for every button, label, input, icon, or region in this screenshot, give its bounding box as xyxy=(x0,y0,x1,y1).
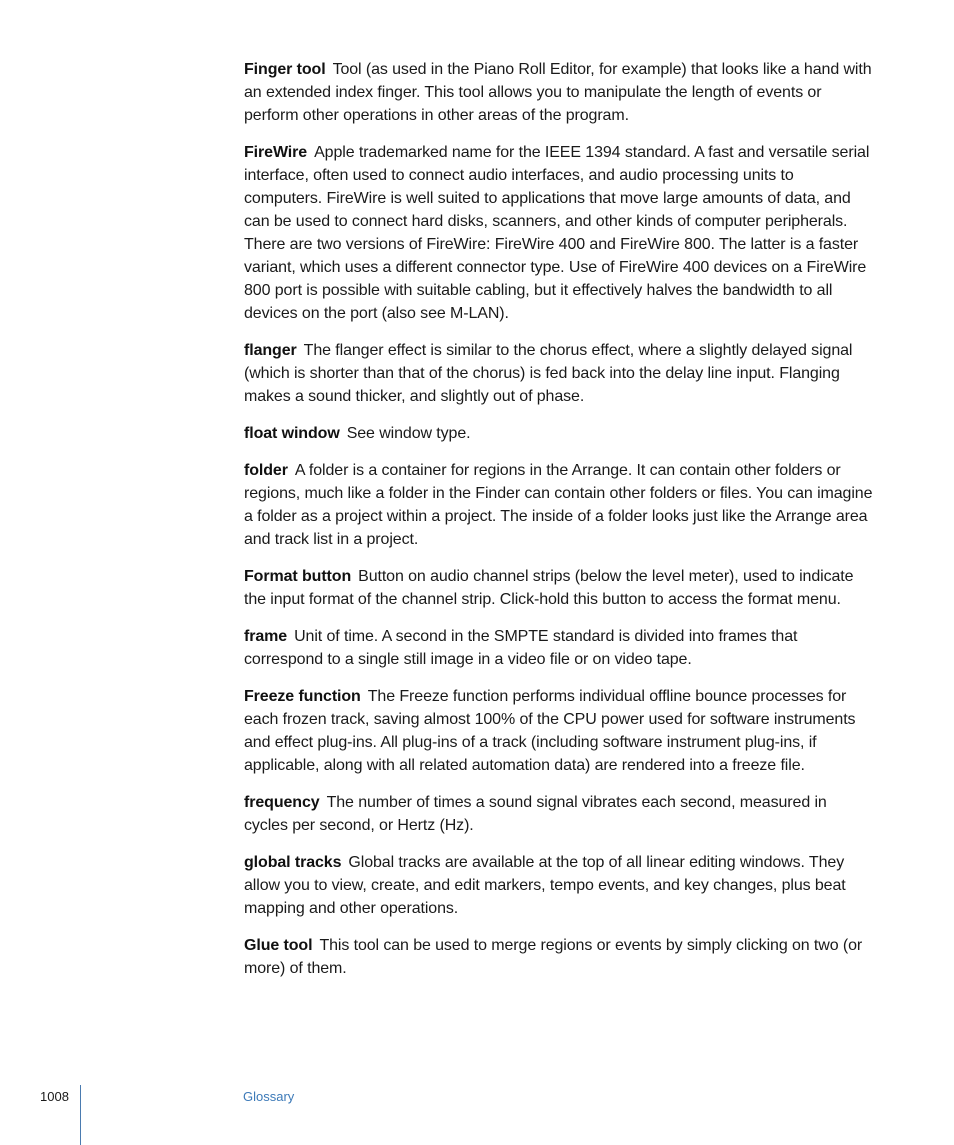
glossary-term: Format button xyxy=(244,568,352,585)
glossary-term: Finger tool xyxy=(244,61,326,78)
glossary-definition: Apple trademarked name for the IEEE 1394 standard. A fast and versatile serial interface, often used to connect audio interfaces, and audio processing units to computers. FireWire is well suited to applications that move large amounts of data, and can be used to connect hard disks, scanners, and other kinds of computer peripherals. There are two versions of FireWire: FireWire 400 and FireWire 800. The latter is a faster variant, which uses a different connector type. Use of FireWire 400 devices on a FireWire 800 port is possible with suitable cabling, but it effectively halves the bandwidth to all devices on the port (also see M-LAN). xyxy=(244,144,870,322)
glossary-definition: Tool (as used in the Piano Roll Editor, for example) that looks like a hand with an extended index finger. This tool allows you to manipulate the length of events or perform other operations in other areas of the program. xyxy=(244,61,872,124)
glossary-entry-frame xyxy=(244,625,874,671)
glossary-term: Freeze function xyxy=(244,688,361,705)
glossary-term: global tracks xyxy=(244,854,342,871)
page-number: 1008 xyxy=(40,1089,69,1104)
glossary-term: float window xyxy=(244,425,340,442)
footer-divider xyxy=(80,1085,81,1145)
glossary-entry-freeze-function xyxy=(244,685,874,777)
glossary-term: folder xyxy=(244,462,288,479)
section-label: Glossary xyxy=(243,1089,295,1104)
glossary-definition: Button on audio channel strips (below the level meter), used to indicate the input format of the channel strip. Click-hold this button to access the format menu. xyxy=(244,568,854,608)
glossary-definition: See window type. xyxy=(346,425,471,442)
glossary-definition: The number of times a sound signal vibrates each second, measured in cycles per second, or Hertz (Hz). xyxy=(244,794,827,834)
glossary-definition: Unit of time. A second in the SMPTE standard is divided into frames that correspond to a single still image in a video file or on video tape. xyxy=(244,628,798,668)
glossary-entry-float-window xyxy=(244,422,874,445)
glossary-entry-glue-tool xyxy=(244,934,874,980)
glossary-entry-firewire xyxy=(244,141,874,325)
glossary-term: Glue tool xyxy=(244,937,313,954)
glossary-term: frequency xyxy=(244,794,320,811)
glossary-term: flanger xyxy=(244,342,297,359)
glossary-term: FireWire xyxy=(244,144,308,161)
glossary-definition: This tool can be used to merge regions or events by simply clicking on two (or more) of them. xyxy=(244,937,863,977)
glossary-term: frame xyxy=(244,628,288,645)
glossary-entry-folder xyxy=(244,459,874,551)
glossary-entry-format-button xyxy=(244,565,874,611)
glossary-definition: Global tracks are available at the top of all linear editing windows. They allow you to view, create, and edit markers, tempo events, and key changes, plus beat mapping and other operations. xyxy=(244,854,846,917)
glossary-definition: The Freeze function performs individual offline bounce processes for each frozen track, saving almost 100% of the CPU power used for software instruments and effect plug-ins. All plug-ins of a track (including software instrument plug-ins, if applicable, along with all related automation data) are rendered into a freeze file. xyxy=(244,688,856,774)
glossary-definition: A folder is a container for regions in the Arrange. It can contain other folders or regions, much like a folder in the Finder can contain other folders or files. You can imagine a folder as a project within a project. The inside of a folder looks just like the Arrange area and track list in a project. xyxy=(244,462,873,548)
glossary-entries xyxy=(244,58,874,994)
glossary-entry-flanger xyxy=(244,339,874,408)
glossary-entry-frequency xyxy=(244,791,874,837)
glossary-entry-global-tracks xyxy=(244,851,874,920)
glossary-definition: The flanger effect is similar to the chorus effect, where a slightly delayed signal (which is shorter than that of the chorus) is fed back into the delay line input. Flanging makes a sound thicker, and slightly out of phase. xyxy=(244,342,853,405)
glossary-entry-finger-tool xyxy=(244,58,874,127)
